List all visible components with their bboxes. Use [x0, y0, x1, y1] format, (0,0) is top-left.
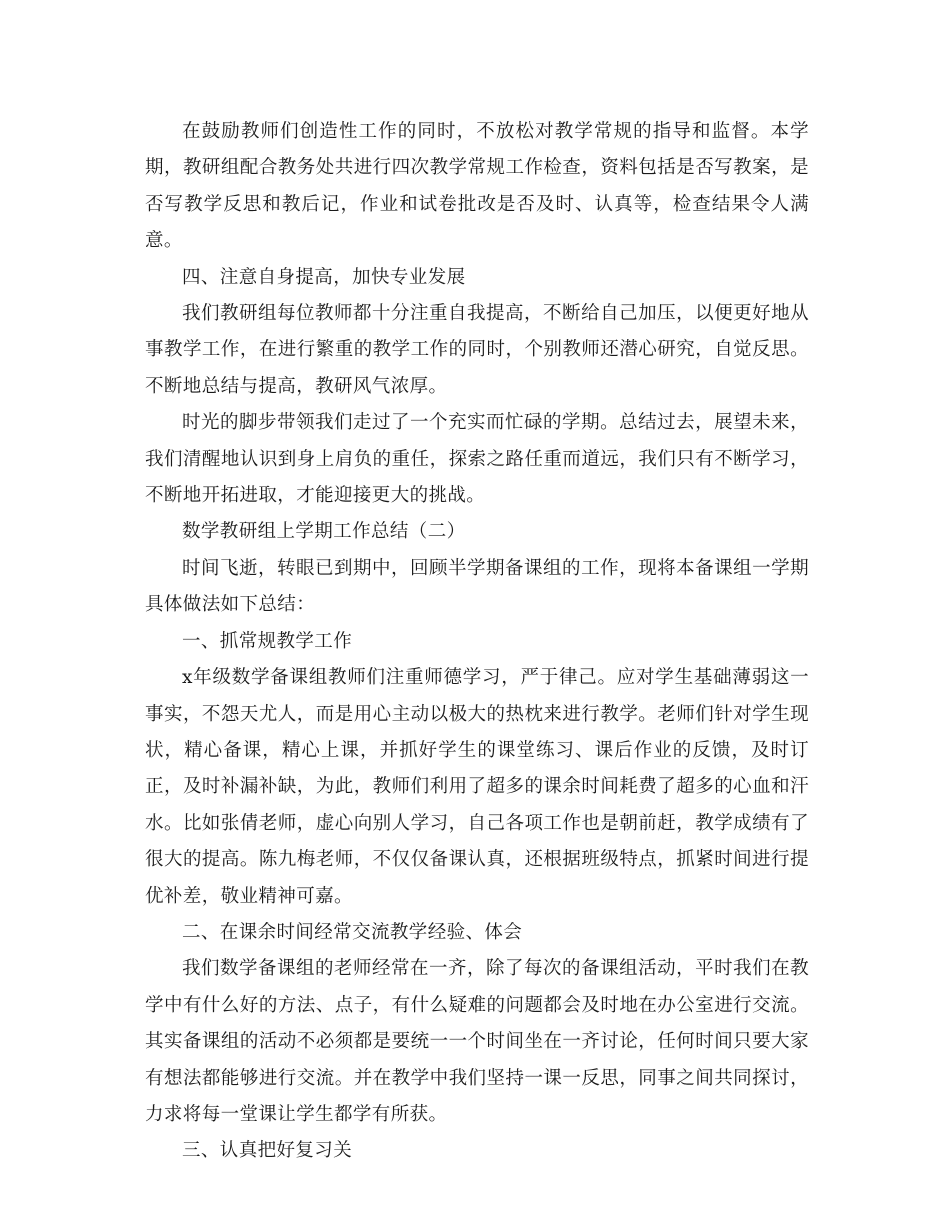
document-body: [145, 114, 809, 1170]
paragraph: 在鼓励教师们创造性工作的同时，不放松对教学常规的指导和监督。本学期，教研组配合教务处共进行四次教学常规工作检查，资料包括是否写教案，是否写教学反思和教后记，作业和试卷批改是否及时、认真等，检查结果令人满意。: [145, 121, 809, 252]
paragraph: x年级数学备课组教师们注重师德学习，严于律己。应对学生基础薄弱这一事实，不怨天尤人，而是用心主动以极大的热枕来进行教学。老师们针对学生现状，精心备课，精心上课，并抓好学生的课堂练习、课后作业的反馈，及时订正，及时补漏补缺，为此，教师们利用了超多的课余时间耗费了超多的心血和汗水。比如张倩老师，虚心向别人学习，自己各项工作也是朝前赶，教学成绩有了很大的提高。陈九梅老师，不仅仅备课认真，还根据班级特点，抓紧时间进行提优补差，敬业精神可嘉。: [145, 667, 809, 907]
section-heading: 四、注意自身提高，加快专业发展: [182, 266, 466, 288]
section-heading: 三、认真把好复习关: [182, 1140, 353, 1162]
document-subtitle: 数学教研组上学期工作总结（二）: [182, 521, 466, 543]
paragraph: 时光的脚步带领我们走过了一个充实而忙碌的学期。总结过去，展望未来，我们清醒地认识到身上肩负的重任，探索之路任重而道远，我们只有不断学习，不断地开拓进取，才能迎接更大的挑战。: [145, 412, 809, 507]
section-heading: 一、抓常规教学工作: [182, 630, 353, 652]
paragraph: 时间飞逝，转眼已到期中，回顾半学期备课组的工作，现将本备课组一学期具体做法如下总结：: [145, 557, 809, 616]
paragraph: 我们数学备课组的老师经常在一齐，除了每次的备课组活动，平时我们在教学中有什么好的方法、点子，有什么疑难的问题都会及时地在办公室进行交流。其实备课组的活动不必须都是要统一一个时间坐在一齐讨论，任何时间只要大家有想法都能够进行交流。并在教学中我们坚持一课一反思，同事之间共同探讨，力求将每一堂课让学生都学有所获。: [145, 958, 809, 1125]
section-heading: 二、在课余时间经常交流教学经验、体会: [182, 921, 523, 943]
paragraph: 我们教研组每位教师都十分注重自我提高，不断给自己加压，以便更好地从事教学工作，在进行繁重的教学工作的同时，个别教师还潜心研究，自觉反思。不断地总结与提高，教研风气浓厚。: [145, 303, 809, 397]
